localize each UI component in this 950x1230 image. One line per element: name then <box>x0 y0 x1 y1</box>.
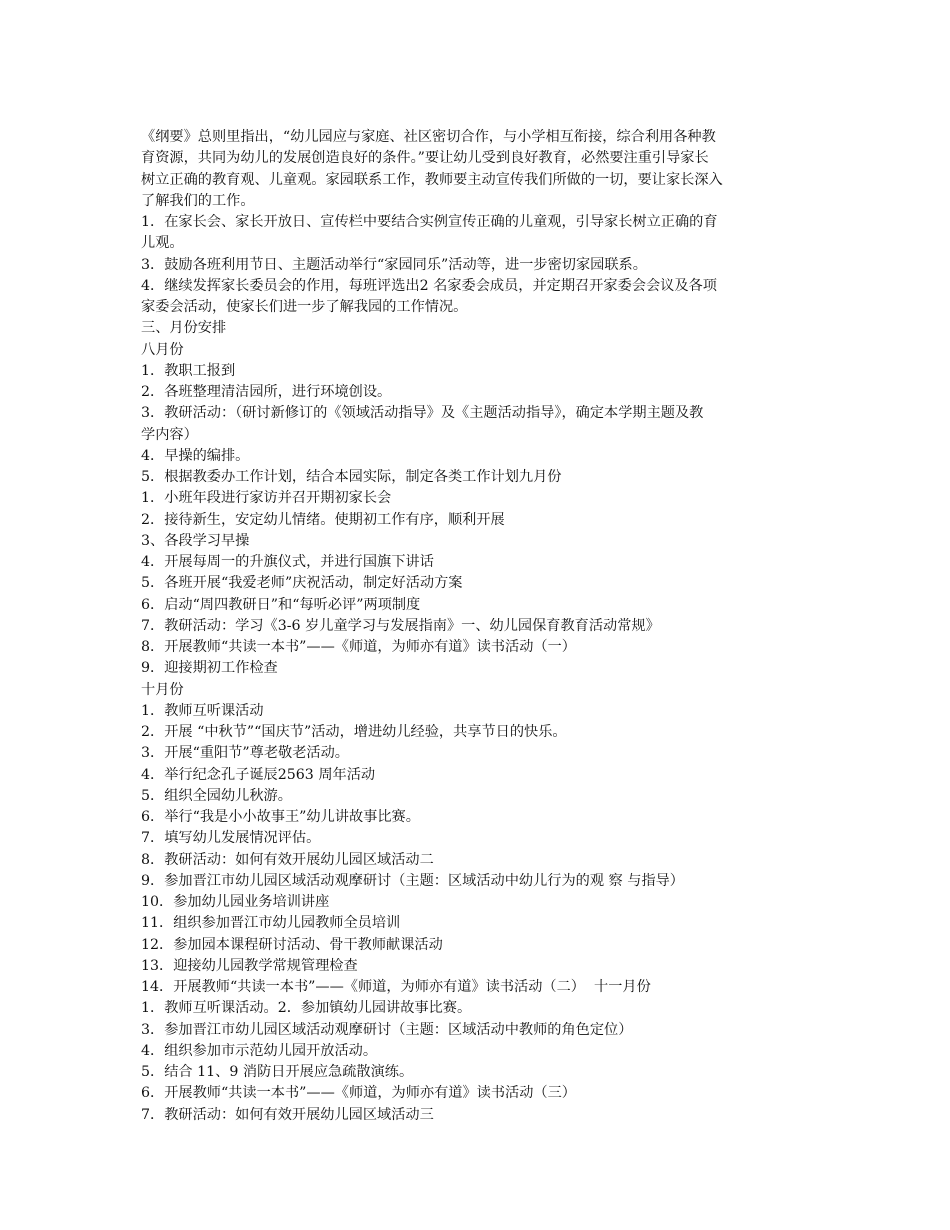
text-line: 9．迎接期初工作检查 <box>141 660 278 677</box>
text-line: 13．迎接幼儿园教学常规管理检查 <box>141 957 358 974</box>
text-line: 7．教研活动：学习《3-6 岁儿童学习与发展指南》一、幼儿园保育教育活动常规》 <box>141 617 660 634</box>
text-line: 三、月份安排 <box>141 320 227 337</box>
text-line: 4．早操的编排。 <box>141 447 250 464</box>
text-line: 4．组织参加市示范幼儿园开放活动。 <box>141 1042 378 1059</box>
text-line: 4．开展每周一的升旗仪式，并进行国旗下讲话 <box>141 554 434 570</box>
text-line: 8．教研活动：如何有效开展幼儿园区域活动二 <box>141 851 434 868</box>
text-line: 5．结合 11、9 消防日开展应急疏散演练。 <box>141 1064 414 1080</box>
text-line: 9．参加晋江市幼儿园区域活动观摩研讨（主题：区域活动中幼儿行为的观 察 与指导） <box>141 872 684 889</box>
text-line: 1．小班年段进行家访并召开期初家长会 <box>141 490 392 507</box>
text-line: 学内容） <box>141 426 198 443</box>
text-line: 3．开展“重阳节”尊老敬老活动。 <box>141 745 349 762</box>
text-line: 5．根据教委办工作计划，结合本园实际，制定各类工作计划九月份 <box>141 469 562 485</box>
text-line: 1．教职工报到 <box>141 362 236 379</box>
text-line: 1．在家长会、家长开放日、宣传栏中要结合实例宣传正确的儿童观，引导家长树立正确的育 <box>141 214 718 230</box>
text-line: 10．参加幼儿园业务培训讲座 <box>141 894 330 910</box>
text-line: 5．组织全园幼儿秋游。 <box>141 787 292 804</box>
text-line: 儿观。 <box>141 235 184 252</box>
text-line: 6．举行“我是小小故事王”幼儿讲故事比赛。 <box>141 809 420 825</box>
text-line: 树立正确的教育观、儿童观。家园联系工作，教师要主动宣传我们所做的一切，要让家长深入 <box>141 171 723 188</box>
text-line: 6．开展教师“共读一本书”——《师道，为师亦有道》读书活动（三） <box>141 1085 576 1102</box>
document-body <box>141 127 821 1126</box>
text-line: 14．开展教师“共读一本书”——《师道，为师亦有道》读书活动（二） 十一月份 <box>141 979 651 995</box>
text-line: 3．参加晋江市幼儿园区域活动观摩研讨（主题：区域活动中教师的角色定位） <box>141 1021 633 1038</box>
text-line: 3、各段学习早操 <box>141 532 250 549</box>
text-line: 7．填写幼儿发展情况评估。 <box>141 830 321 847</box>
text-line: 4．继续发挥家长委员会的作用，每班评选出2 名家委会成员，并定期召开家委会会议及各项 <box>141 277 717 294</box>
text-line: 十月份 <box>141 681 184 698</box>
text-line: 育资源，共同为幼儿的发展创造良好的条件。”要让幼儿受到良好教育，必然要注重引导家长 <box>141 150 709 167</box>
text-line: 6．启动“周四教研日”和“每听必评”两项制度 <box>141 596 421 613</box>
text-line: 了解我们的工作。 <box>141 192 255 209</box>
text-line: 八月份 <box>141 341 184 358</box>
text-line: 《纲要》总则里指出，“幼儿园应与家庭、社区密切合作，与小学相互衔接，综合利用各种教 <box>141 129 716 145</box>
text-line: 2．各班整理清洁园所，进行环境创设。 <box>141 384 392 400</box>
text-line: 7．教研活动：如何有效开展幼儿园区域活动三 <box>141 1106 434 1123</box>
text-line: 1．教师互听课活动 <box>141 702 264 719</box>
text-line: 家委会活动，使家长们进一步了解我园的工作情况。 <box>141 299 468 315</box>
text-line: 3．教研活动：（研讨新修订的《领域活动指导》及《主题活动指导》，确定本学期主题及教 <box>141 405 704 422</box>
text-line: 1．教师互听课活动。2．参加镇幼儿园讲故事比赛。 <box>141 1000 472 1017</box>
text-line: 2．接待新生，安定幼儿情绪。使期初工作有序，顺利开展 <box>141 511 505 528</box>
text-line: 5．各班开展“我爱老师”庆祝活动，制定好活动方案 <box>141 575 463 592</box>
text-line: 8．开展教师“共读一本书”——《师道，为师亦有道》读书活动（一） <box>141 639 576 655</box>
text-line: 11．组织参加晋江市幼儿园教师全员培训 <box>141 915 401 932</box>
text-line: 3．鼓励各班利用节日、主题活动举行“家园同乐”活动等，进一步密切家园联系。 <box>141 256 647 273</box>
text-line: 4．举行纪念孔子诞辰2563 周年活动 <box>141 766 376 783</box>
text-line: 12．参加园本课程研讨活动、骨干教师献课活动 <box>141 936 443 953</box>
text-line: 2．开展 “中秋节”“国庆节”活动，增进幼儿经验，共享节日的快乐。 <box>141 724 567 740</box>
